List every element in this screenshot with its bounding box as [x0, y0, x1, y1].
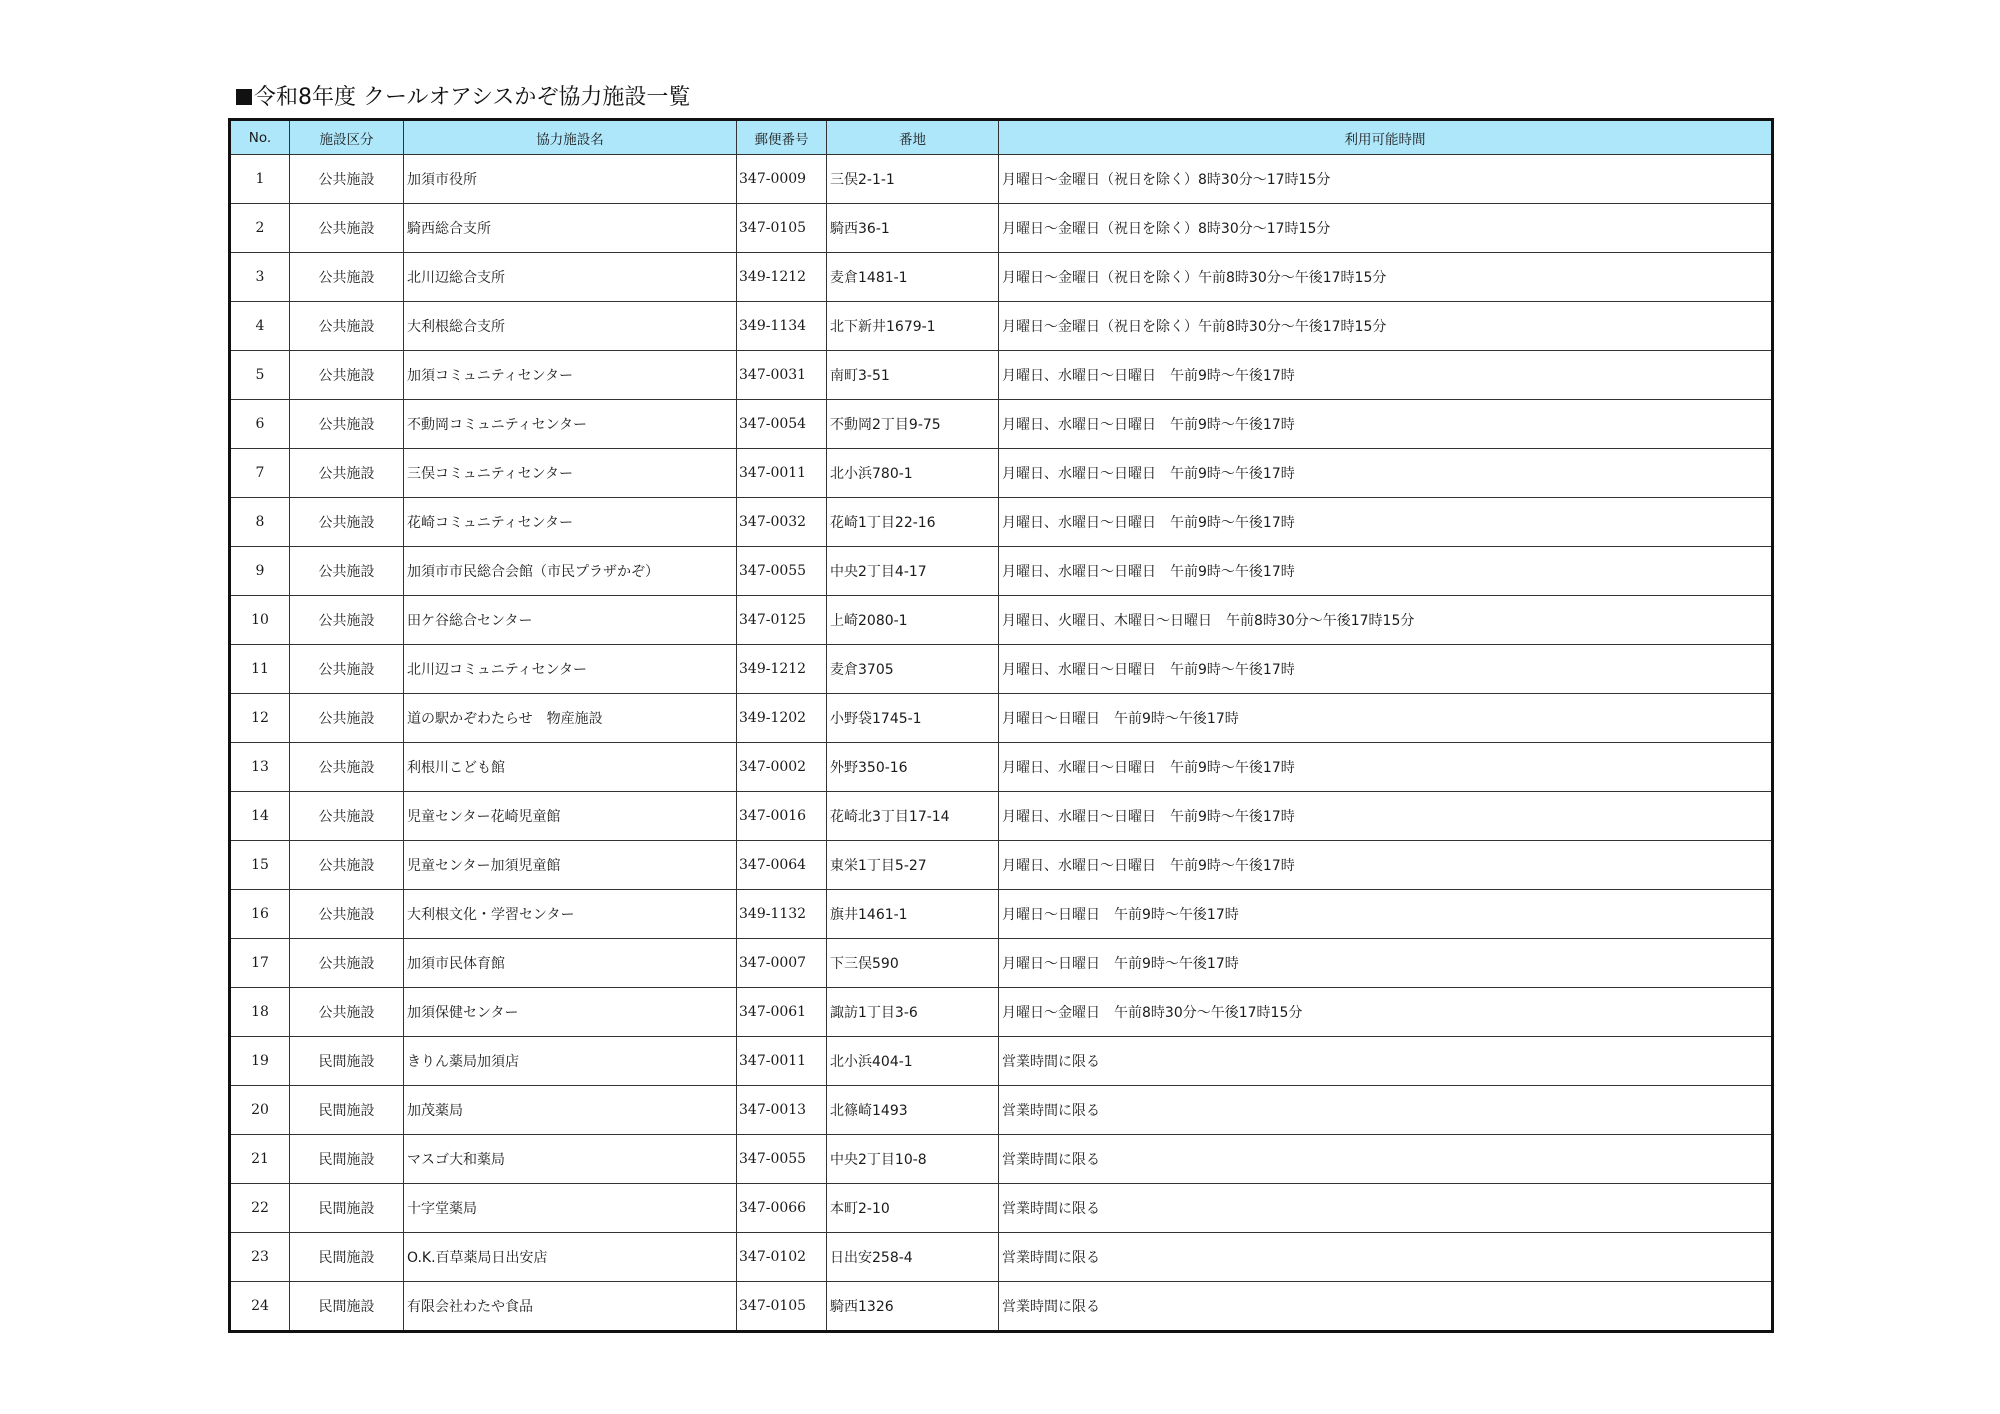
cell-hours: 月曜日～金曜日（祝日を除く）午前8時30分～午後17時15分: [999, 302, 1773, 351]
cell-name: マスゴ大和薬局: [404, 1135, 737, 1184]
cell-zip: 347-0061: [737, 988, 827, 1037]
cell-address: 南町3-51: [827, 351, 999, 400]
cell-no: 12: [230, 694, 290, 743]
cell-no: 2: [230, 204, 290, 253]
cell-name: 児童センター花崎児童館: [404, 792, 737, 841]
table-row: [230, 302, 1773, 351]
table-row: [230, 743, 1773, 792]
cell-address: 不動岡2丁目9-75: [827, 400, 999, 449]
cell-category: 公共施設: [290, 792, 404, 841]
cell-zip: 347-0066: [737, 1184, 827, 1233]
table-row: [230, 1282, 1773, 1332]
cell-category: 公共施設: [290, 302, 404, 351]
cell-hours: 月曜日～金曜日（祝日を除く）午前8時30分～午後17時15分: [999, 253, 1773, 302]
cell-no: 7: [230, 449, 290, 498]
header-category: 施設区分: [290, 120, 404, 155]
cell-no: 4: [230, 302, 290, 351]
table-row: [230, 155, 1773, 204]
cell-hours: 月曜日、水曜日～日曜日 午前9時～午後17時: [999, 498, 1773, 547]
facility-table: [228, 118, 1774, 1333]
cell-no: 20: [230, 1086, 290, 1135]
cell-address: 北下新井1679-1: [827, 302, 999, 351]
cell-zip: 347-0064: [737, 841, 827, 890]
cell-category: 公共施設: [290, 400, 404, 449]
cell-hours: 月曜日、水曜日～日曜日 午前9時～午後17時: [999, 743, 1773, 792]
cell-category: 公共施設: [290, 204, 404, 253]
header-no: No.: [230, 120, 290, 155]
page-title-text: 令和8年度 クールオアシスかぞ協力施設一覧: [254, 85, 691, 110]
cell-hours: 月曜日、水曜日～日曜日 午前9時～午後17時: [999, 547, 1773, 596]
cell-category: 公共施設: [290, 890, 404, 939]
cell-hours: 営業時間に限る: [999, 1282, 1773, 1332]
cell-name: 十字堂薬局: [404, 1184, 737, 1233]
cell-no: 11: [230, 645, 290, 694]
cell-no: 1: [230, 155, 290, 204]
table-row: [230, 694, 1773, 743]
cell-category: 民間施設: [290, 1135, 404, 1184]
cell-address: 外野350-16: [827, 743, 999, 792]
cell-zip: 347-0102: [737, 1233, 827, 1282]
cell-category: 公共施設: [290, 155, 404, 204]
header-hours: 利用可能時間: [999, 120, 1773, 155]
cell-category: 民間施設: [290, 1282, 404, 1332]
table-row: [230, 890, 1773, 939]
cell-zip: 347-0016: [737, 792, 827, 841]
cell-name: 有限会社わたや食品: [404, 1282, 737, 1332]
cell-no: 17: [230, 939, 290, 988]
cell-hours: 月曜日、水曜日～日曜日 午前9時～午後17時: [999, 449, 1773, 498]
cell-category: 公共施設: [290, 596, 404, 645]
square-bullet-icon: [236, 89, 252, 105]
table-row: [230, 1135, 1773, 1184]
table-row: [230, 596, 1773, 645]
cell-name: 大利根文化・学習センター: [404, 890, 737, 939]
cell-category: 公共施設: [290, 645, 404, 694]
cell-no: 3: [230, 253, 290, 302]
table-row: [230, 988, 1773, 1037]
cell-no: 5: [230, 351, 290, 400]
cell-name: O.K.百草薬局日出安店: [404, 1233, 737, 1282]
cell-name: 加須コミュニティセンター: [404, 351, 737, 400]
cell-hours: 月曜日、水曜日～日曜日 午前9時～午後17時: [999, 792, 1773, 841]
cell-address: 日出安258-4: [827, 1233, 999, 1282]
cell-zip: 347-0011: [737, 1037, 827, 1086]
table-row: [230, 841, 1773, 890]
cell-hours: 月曜日、水曜日～日曜日 午前9時～午後17時: [999, 400, 1773, 449]
cell-name: 花崎コミュニティセンター: [404, 498, 737, 547]
table-row: [230, 645, 1773, 694]
table-row: [230, 253, 1773, 302]
cell-name: きりん薬局加須店: [404, 1037, 737, 1086]
cell-hours: 営業時間に限る: [999, 1037, 1773, 1086]
cell-zip: 347-0011: [737, 449, 827, 498]
cell-no: 6: [230, 400, 290, 449]
cell-zip: 347-0055: [737, 547, 827, 596]
cell-address: 北小浜780-1: [827, 449, 999, 498]
cell-no: 23: [230, 1233, 290, 1282]
cell-name: 三俣コミュニティセンター: [404, 449, 737, 498]
cell-category: 公共施設: [290, 988, 404, 1037]
cell-category: 民間施設: [290, 1037, 404, 1086]
header-name: 協力施設名: [404, 120, 737, 155]
cell-no: 19: [230, 1037, 290, 1086]
page-title: [236, 80, 690, 111]
cell-name: 北川辺コミュニティセンター: [404, 645, 737, 694]
cell-category: 公共施設: [290, 694, 404, 743]
table-row: [230, 449, 1773, 498]
cell-hours: 月曜日～金曜日 午前8時30分～午後17時15分: [999, 988, 1773, 1037]
cell-hours: 月曜日、水曜日～日曜日 午前9時～午後17時: [999, 841, 1773, 890]
cell-zip: 347-0031: [737, 351, 827, 400]
cell-no: 14: [230, 792, 290, 841]
cell-address: 中央2丁目10-8: [827, 1135, 999, 1184]
cell-hours: 営業時間に限る: [999, 1135, 1773, 1184]
cell-category: 公共施設: [290, 498, 404, 547]
cell-category: 公共施設: [290, 743, 404, 792]
cell-zip: 347-0013: [737, 1086, 827, 1135]
cell-no: 9: [230, 547, 290, 596]
cell-hours: 月曜日～日曜日 午前9時～午後17時: [999, 890, 1773, 939]
cell-address: 花崎北3丁目17-14: [827, 792, 999, 841]
table-row: [230, 204, 1773, 253]
cell-zip: 347-0055: [737, 1135, 827, 1184]
cell-hours: 営業時間に限る: [999, 1233, 1773, 1282]
cell-no: 10: [230, 596, 290, 645]
cell-address: 旗井1461-1: [827, 890, 999, 939]
table-row: [230, 1086, 1773, 1135]
table-row: [230, 547, 1773, 596]
cell-zip: 349-1132: [737, 890, 827, 939]
table-header-row: [230, 120, 1773, 155]
cell-no: 15: [230, 841, 290, 890]
cell-address: 麦倉3705: [827, 645, 999, 694]
cell-hours: 月曜日、水曜日～日曜日 午前9時～午後17時: [999, 351, 1773, 400]
cell-name: 田ケ谷総合センター: [404, 596, 737, 645]
cell-name: 加須市民体育館: [404, 939, 737, 988]
header-zip: 郵便番号: [737, 120, 827, 155]
cell-category: 公共施設: [290, 253, 404, 302]
cell-address: 北篠崎1493: [827, 1086, 999, 1135]
cell-address: 騎西36-1: [827, 204, 999, 253]
cell-hours: 月曜日～日曜日 午前9時～午後17時: [999, 939, 1773, 988]
cell-category: 民間施設: [290, 1233, 404, 1282]
cell-category: 民間施設: [290, 1184, 404, 1233]
cell-hours: 月曜日、火曜日、木曜日～日曜日 午前8時30分～午後17時15分: [999, 596, 1773, 645]
cell-no: 22: [230, 1184, 290, 1233]
cell-name: 加須保健センター: [404, 988, 737, 1037]
cell-zip: 347-0054: [737, 400, 827, 449]
cell-name: 加茂薬局: [404, 1086, 737, 1135]
cell-name: 大利根総合支所: [404, 302, 737, 351]
cell-zip: 347-0007: [737, 939, 827, 988]
cell-zip: 349-1212: [737, 253, 827, 302]
cell-address: 騎西1326: [827, 1282, 999, 1332]
cell-hours: 月曜日、水曜日～日曜日 午前9時～午後17時: [999, 645, 1773, 694]
cell-no: 13: [230, 743, 290, 792]
cell-zip: 349-1134: [737, 302, 827, 351]
cell-hours: 営業時間に限る: [999, 1086, 1773, 1135]
header-address: 番地: [827, 120, 999, 155]
cell-no: 8: [230, 498, 290, 547]
cell-name: 児童センター加須児童館: [404, 841, 737, 890]
cell-zip: 347-0032: [737, 498, 827, 547]
cell-category: 公共施設: [290, 351, 404, 400]
cell-name: 加須市市民総合会館（市民プラザかぞ）: [404, 547, 737, 596]
cell-no: 16: [230, 890, 290, 939]
cell-address: 麦倉1481-1: [827, 253, 999, 302]
cell-category: 公共施設: [290, 939, 404, 988]
cell-category: 公共施設: [290, 449, 404, 498]
table-row: [230, 400, 1773, 449]
cell-no: 21: [230, 1135, 290, 1184]
cell-address: 本町2-10: [827, 1184, 999, 1233]
cell-name: 利根川こども館: [404, 743, 737, 792]
table-row: [230, 1184, 1773, 1233]
cell-hours: 月曜日～日曜日 午前9時～午後17時: [999, 694, 1773, 743]
cell-no: 24: [230, 1282, 290, 1332]
cell-no: 18: [230, 988, 290, 1037]
table-row: [230, 792, 1773, 841]
cell-zip: 349-1202: [737, 694, 827, 743]
cell-zip: 347-0002: [737, 743, 827, 792]
cell-zip: 347-0009: [737, 155, 827, 204]
cell-category: 公共施設: [290, 547, 404, 596]
cell-address: 下三俣590: [827, 939, 999, 988]
cell-address: 小野袋1745-1: [827, 694, 999, 743]
cell-hours: 月曜日～金曜日（祝日を除く）8時30分～17時15分: [999, 204, 1773, 253]
cell-name: 騎西総合支所: [404, 204, 737, 253]
cell-category: 公共施設: [290, 841, 404, 890]
table-row: [230, 498, 1773, 547]
table-row: [230, 1233, 1773, 1282]
cell-zip: 347-0105: [737, 1282, 827, 1332]
table-row: [230, 1037, 1773, 1086]
cell-address: 中央2丁目4-17: [827, 547, 999, 596]
cell-name: 北川辺総合支所: [404, 253, 737, 302]
cell-address: 上崎2080-1: [827, 596, 999, 645]
cell-address: 三俣2-1-1: [827, 155, 999, 204]
cell-address: 東栄1丁目5-27: [827, 841, 999, 890]
cell-category: 民間施設: [290, 1086, 404, 1135]
cell-name: 道の駅かぞわたらせ 物産施設: [404, 694, 737, 743]
cell-hours: 営業時間に限る: [999, 1184, 1773, 1233]
table-body: [230, 155, 1773, 1332]
table-row: [230, 351, 1773, 400]
cell-address: 諏訪1丁目3-6: [827, 988, 999, 1037]
cell-address: 花崎1丁目22-16: [827, 498, 999, 547]
cell-name: 不動岡コミュニティセンター: [404, 400, 737, 449]
cell-zip: 349-1212: [737, 645, 827, 694]
cell-address: 北小浜404-1: [827, 1037, 999, 1086]
cell-hours: 月曜日～金曜日（祝日を除く）8時30分～17時15分: [999, 155, 1773, 204]
cell-name: 加須市役所: [404, 155, 737, 204]
cell-zip: 347-0125: [737, 596, 827, 645]
cell-zip: 347-0105: [737, 204, 827, 253]
table-row: [230, 939, 1773, 988]
